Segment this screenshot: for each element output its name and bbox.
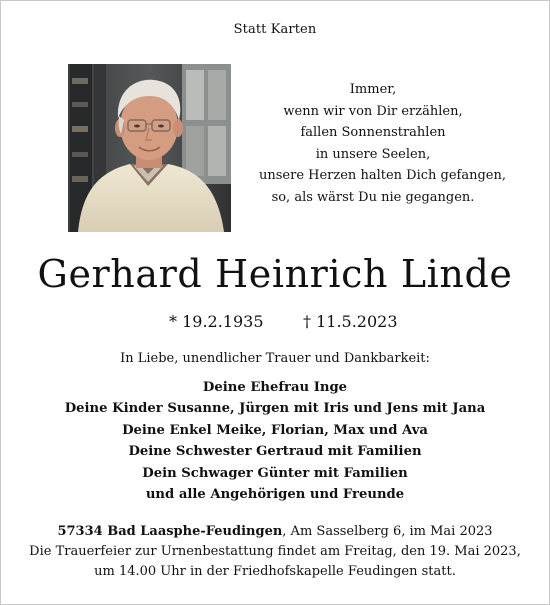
mourner-line: Dein Schwager Günter mit Familien [142,465,408,481]
poem-line: wenn wir von Dir erzählen, [283,103,463,119]
service-line: Die Trauerfeier zur Urnenbestattung findet am Freitag, den 19. Mai 2023, [29,544,521,559]
mourner-line: Deine Enkel Meike, Florian, Max und Ava [122,422,428,438]
memorial-poem [259,79,506,209]
poem-line: so, als wärst Du nie gegangen. [271,189,475,205]
address-details: , Am Sasselberg 6, im Mai 2023 [282,524,493,539]
mourner-line: Deine Kinder Susanne, Jürgen mit Iris und Jens mit Jana [64,401,486,417]
notice-footer [1,522,549,582]
mourner-line: und alle Angehörigen und Freunde [145,487,405,503]
deceased-name: Gerhard Heinrich Linde [37,252,513,296]
address-place: 57334 Bad Laasphe-Feudingen [57,524,283,539]
mourner-line: Deine Schwester Gertraud mit Familien [128,444,422,460]
portrait-image [68,64,231,232]
address-line [1,522,549,542]
portrait-photo [68,64,231,232]
mourning-intro: In Liebe, unendlicher Trauer und Dankbarkeit: [120,351,430,366]
poem-line: Immer, [349,82,397,97]
mourners-list [1,377,549,505]
notice-heading: Statt Karten [233,22,317,37]
death-date: † 11.5.2023 [303,312,398,331]
poem-line: unsere Herzen halten Dich gefangen, [259,168,506,184]
service-line: um 14.00 Uhr in der Friedhofskapelle Feudingen statt. [94,564,456,579]
poem-line: in unsere Seelen, [315,146,431,162]
poem-line: fallen Sonnenstrahlen [300,125,446,141]
birth-date: * 19.2.1935 [169,312,264,331]
life-dates [1,309,549,335]
mourner-line: Deine Ehefrau Inge [202,380,348,395]
